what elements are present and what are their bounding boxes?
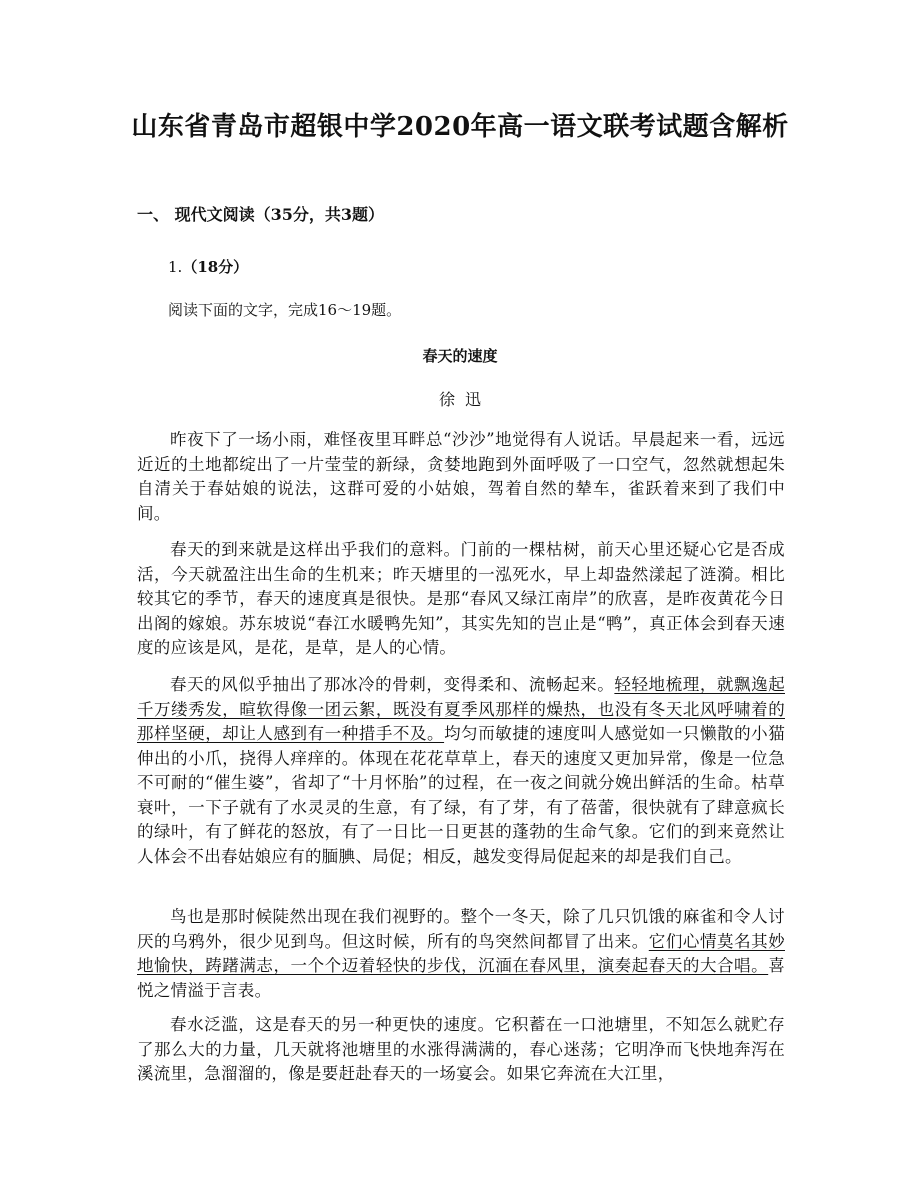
- paragraph-text: 鸟也是那时候陡然出现在我们视野的。整个一冬天，除了几只饥饿的麻雀和令人讨厌的乌鸦外，很少见到鸟。但这时候，所有的鸟突然间都冒了出来。: [137, 907, 785, 951]
- passage-author: 徐迅: [438, 390, 491, 409]
- question-header: [168, 256, 248, 277]
- underlined-sentence: 轻轻地梳理，就飘逸起千万缕秀发，暄软得像一团云絮，既没有夏季风那样的燥热，也没有冬天北风呼啸着的那样坚硬，却让人感到有一种措手不及。: [137, 675, 785, 743]
- section-heading: 一、 现代文阅读（35分，共3题）: [137, 205, 384, 224]
- paragraph-text: 均匀而敏捷的速度叫人感觉如一只懒散的小猫伸出的小爪，挠得人痒痒的。体现在花花草草上，春天的速度又更加异常，像是一位急不可耐的“催生婆”，省却了“十月怀胎”的过程，在一夜之间就分娩出鲜活的生命。枯草衰叶，一下子就有了水灵灵的生意，有了绿，有了芽，有了蓓蕾，很快就有了肆意疯长的绿叶，有了鲜花的怒放，有了一日比一日更甚的蓬勃的生命气象。它们的到来竟然让人体会不出春姑娘应有的腼腆、局促；相反，越发变得局促起来的却是我们自己。: [137, 724, 786, 866]
- paragraph-text: 喜悦之情溢于言表。: [137, 956, 785, 1000]
- passage-paragraph-5: 春水泛滥，这是春天的另一种更快的速度。它积蓄在一口池塘里，不知怎么就贮存了那么大的力量，几天就将池塘里的水涨得满满的，春心迷荡；它明净而飞快地奔泻在溪流里，急溜溜的，像是要赶赴春天的一场宴会。如果它奔流在大江里，: [137, 1015, 785, 1083]
- question-score: （18分）: [182, 258, 249, 276]
- passage-paragraph-4: [137, 905, 785, 1003]
- question-instruction: 阅读下面的文字，完成16～19题。: [168, 301, 402, 319]
- question-number: 1.: [168, 258, 183, 276]
- paragraph-text: 春天的风似乎抽出了那冰冷的骨刺，变得柔和、流畅起来。: [170, 675, 615, 694]
- underlined-sentence: 它们心情莫名其妙地愉快，踌躇满志，一个个迈着轻快的步伐，沉湎在春风里，演奏起春天的大合唱。: [137, 931, 785, 975]
- passage-paragraph-3: [137, 673, 785, 869]
- document-title: 山东省青岛市超银中学2020年高一语文联考试题含解析: [131, 112, 789, 142]
- passage-paragraph-2: 春天的到来就是这样出乎我们的意料。门前的一棵枯树，前天心里还疑心它是否成活，今天就盈注出生命的生机来；昨天塘里的一泓死水，早上却盎然漾起了涟漪。相比较其它的季节，春天的速度真是很快。是那“春风又绿江南岸”的欣喜，是昨夜黄花今日出阁的嫁娘。苏东坡说“春江水暖鸭先知”，其实先知的岂止是“鸭”，真正体会到春天速度的应该是风，是花，是草，是人的心情。: [137, 540, 785, 657]
- passage-paragraph-1: 昨夜下了一场小雨，难怪夜里耳畔总“沙沙”地觉得有人说话。早晨起来一看，远远近近的土地都绽出了一片莹莹的新绿，贪婪地跑到外面呼吸了一口空气，忽然就想起朱自清关于春姑娘的说法，这群可爱的小姑娘，驾着自然的辇车，雀跃着来到了我们中间。: [137, 430, 785, 523]
- passage-title: 春天的速度: [422, 347, 498, 365]
